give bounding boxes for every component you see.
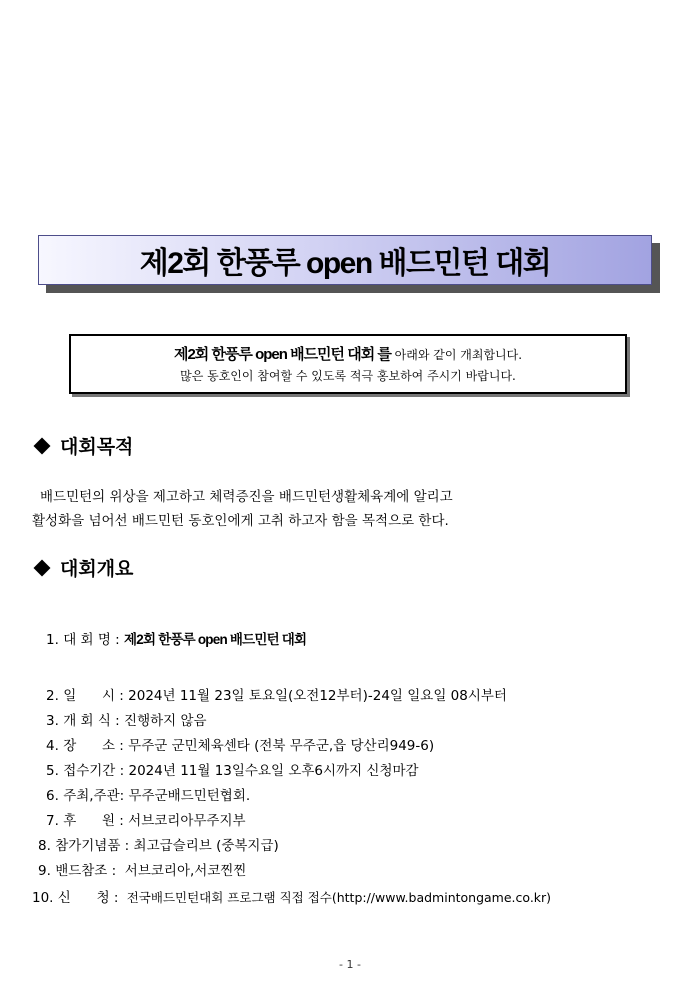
item-value: 2024년 11월 23일 토요일(오전12부터)-24일 일요일 08시부터 (128, 688, 507, 704)
overview-item-4 (46, 734, 434, 754)
item-number: 8. (38, 838, 51, 854)
purpose-line-1: 배드민턴의 위상을 제고하고 체력증진을 배드민턴생활체육계에 알리고 (40, 489, 453, 505)
notice-line-1 (71, 346, 625, 364)
document-title: 제2회 한풍루 open 배드민턴 대회 (38, 235, 652, 285)
item-number: 2. (46, 688, 59, 704)
item-number: 9. (38, 863, 51, 879)
diamond-bullet-icon (34, 560, 50, 576)
item-value: 2024년 11월 13일수요일 오후6시까지 신청마감 (128, 763, 419, 779)
diamond-bullet-icon (34, 438, 50, 454)
item-number: 4. (46, 738, 59, 754)
overview-item-6 (46, 784, 250, 804)
item-number: 3. (46, 713, 59, 729)
title-banner (38, 235, 664, 295)
item-value: 서브코리아무주지부 (128, 813, 246, 829)
page-number: - 1 - (339, 958, 361, 971)
item-value: 전국배드민턴대회 프로그램 직접 접수(http://www.badmintongame.co.kr) (122, 890, 552, 905)
overview-item-7 (46, 809, 246, 829)
overview-item-9 (38, 859, 246, 879)
item-label: 일 시 : (63, 688, 124, 704)
item-value: 최고급슬리브 (중복지급) (133, 838, 279, 854)
notice-box (69, 334, 627, 394)
section-heading-purpose-text: 대회목적 (60, 436, 134, 458)
purpose-paragraph (0, 485, 700, 533)
item-value: 무주군 군민체육센타 (전북 무주군,읍 당산리949-6) (128, 738, 435, 754)
item-label: 밴드참조 : (55, 863, 117, 879)
item-number: 10. (32, 890, 54, 906)
item-value: 서브코리아,서코찐찐 (120, 863, 247, 879)
purpose-line-2: 활성화을 넘어선 배드민턴 동호인에게 고취 하고자 함을 목적으로 한다. (32, 513, 449, 529)
item-value: 진행하지 않음 (124, 713, 207, 729)
overview-item-3 (46, 709, 207, 729)
overview-item-2 (46, 684, 507, 704)
item-label: 접수기간 : (63, 763, 125, 779)
item-label: 참가기념품 : (55, 838, 130, 854)
item-label: 대 회 명 : (63, 632, 120, 648)
item-label: 신 청 : (57, 890, 119, 906)
item-number: 5. (46, 763, 59, 779)
item-number: 1. (46, 632, 59, 648)
item-value: 무주군배드민턴협회. (128, 788, 251, 804)
item-label: 후 원 : (63, 813, 124, 829)
section-heading-overview (34, 554, 133, 581)
item-label: 개 회 식 : (63, 713, 120, 729)
item-label: 주최,주관: (63, 788, 125, 804)
notice-line-2: 많은 동호인이 참여할 수 있도록 적극 홍보하여 주시기 바랍니다. (180, 369, 516, 383)
notice-event-name: 제2회 한풍루 open 배드민턴 대회 를 (173, 346, 391, 363)
overview-item-8 (38, 834, 279, 854)
notice-line-1-rest: 아래와 같이 개최합니다. (390, 348, 523, 362)
item-label: 장 소 : (63, 738, 124, 754)
overview-item-5 (46, 759, 419, 779)
section-heading-overview-text: 대회개요 (60, 558, 134, 580)
overview-item-1 (46, 628, 306, 648)
item-value: 제2회 한풍루 open 배드민턴 대회 (124, 632, 307, 647)
item-number: 6. (46, 788, 59, 804)
overview-item-10 (32, 886, 551, 906)
section-heading-purpose (34, 432, 133, 459)
item-number: 7. (46, 813, 59, 829)
